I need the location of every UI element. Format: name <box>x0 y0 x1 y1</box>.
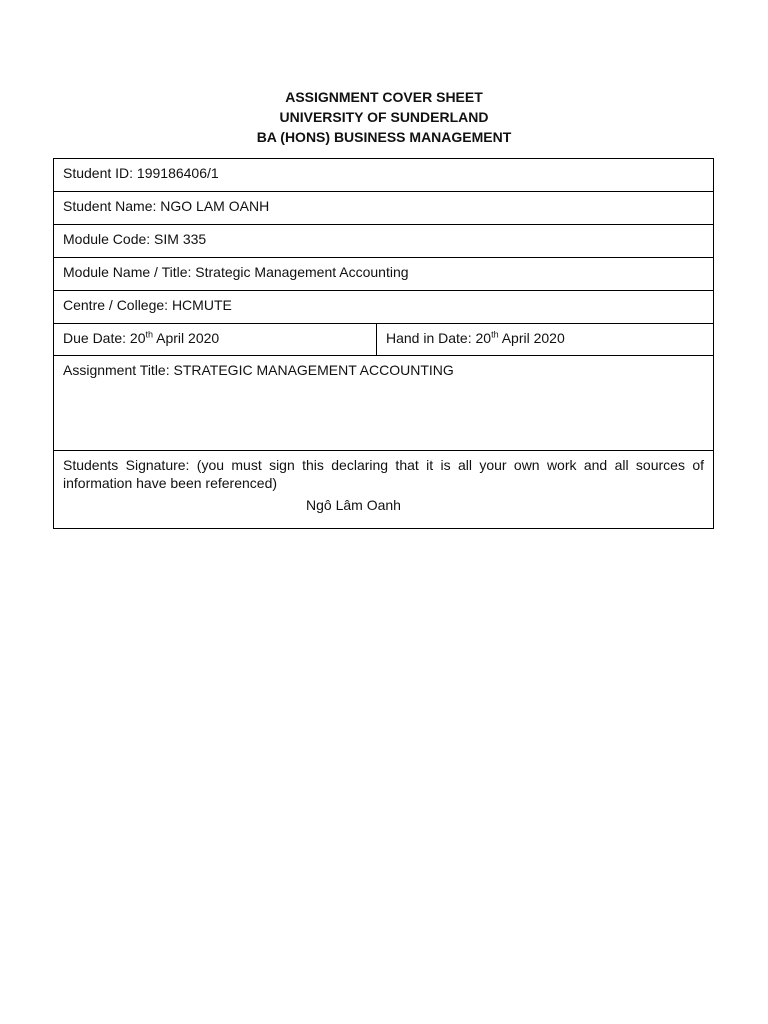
assignment-title-field: Assignment Title: STRATEGIC MANAGEMENT ACCOUNTING <box>54 356 714 450</box>
hand-in-date-ordinal: th <box>491 329 499 340</box>
declaration-text: Students Signature: (you must sign this declaring that it is all your own work and all sources of information have been referenced) <box>63 456 704 491</box>
centre-field: Centre / College: HCMUTE <box>54 291 714 324</box>
student-name-field: Student Name: NGO LAM OANH <box>54 192 714 225</box>
header-university: UNIVERSITY OF SUNDERLAND <box>279 109 489 125</box>
module-code-field: Module Code: SIM 335 <box>54 225 714 258</box>
due-date-rest: April 2020 <box>153 330 220 347</box>
document-header <box>0 87 768 147</box>
due-date-ordinal: th <box>145 329 154 340</box>
hand-in-date-field <box>377 324 714 356</box>
signature-field <box>54 450 714 528</box>
hand-in-date-prefix: Hand in Date: 20 <box>386 330 492 347</box>
module-name-field: Module Name / Title: Strategic Management Accounting <box>54 258 714 291</box>
cover-sheet-table <box>53 158 714 529</box>
due-date-prefix: Due Date: 20 <box>63 330 146 347</box>
student-id-field: Student ID: 199186406/1 <box>54 159 714 192</box>
due-date-field <box>54 324 377 356</box>
header-programme: BA (HONS) BUSINESS MANAGEMENT <box>256 129 512 145</box>
hand-in-date-rest: April 2020 <box>498 330 565 347</box>
header-title: ASSIGNMENT COVER SHEET <box>285 89 483 105</box>
student-signature: Ngô Lâm Oanh <box>306 496 401 513</box>
